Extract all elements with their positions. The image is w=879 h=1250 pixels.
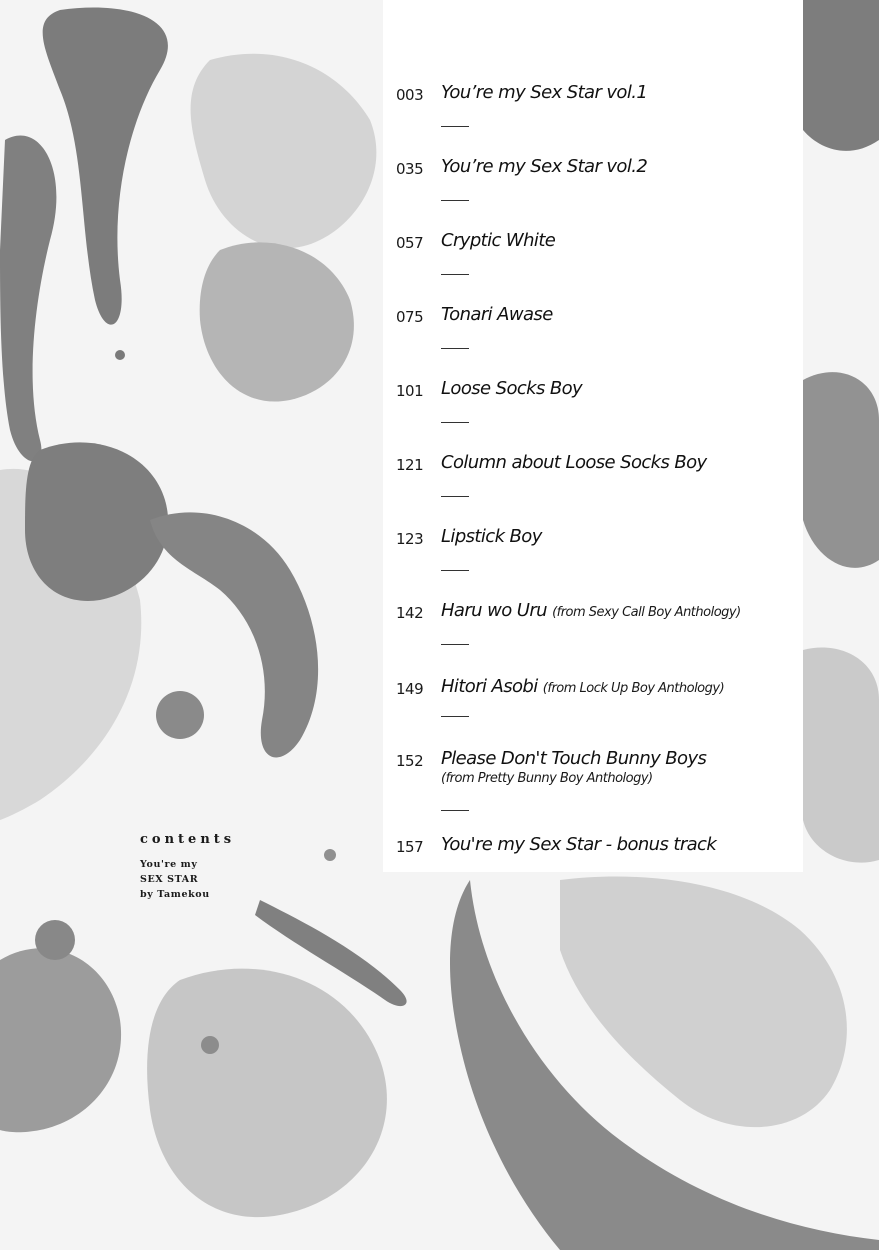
book-credit: [140, 832, 340, 902]
toc-title: You’re my Sex Star vol.2: [441, 156, 648, 177]
toc-title-text: Haru wo Uru: [441, 600, 547, 621]
toc-entry[interactable]: [383, 600, 803, 644]
toc-entry[interactable]: [383, 82, 803, 126]
toc-divider: [441, 644, 469, 645]
toc-divider: [441, 126, 469, 127]
toc-entry[interactable]: [383, 156, 803, 200]
toc-divider: [441, 496, 469, 497]
ink-mid-edge-right-mid: [803, 372, 879, 568]
toc-entry[interactable]: [383, 834, 803, 878]
toc-title: You're my Sex Star - bonus track: [441, 834, 717, 855]
ink-dot-2: [35, 920, 75, 960]
toc-entry[interactable]: [383, 452, 803, 496]
toc-page-number: 123: [396, 530, 424, 548]
toc-entry[interactable]: [383, 304, 803, 348]
toc-divider: [441, 274, 469, 275]
toc-title: Column about Loose Socks Boy: [441, 452, 707, 473]
credit-author-line: by Tamekou: [140, 889, 210, 900]
toc-divider: [441, 348, 469, 349]
toc-page-number: 121: [396, 456, 424, 474]
toc-note: (from Sexy Call Boy Anthology): [552, 605, 741, 620]
toc-title: Lipstick Boy: [441, 526, 542, 547]
toc-title: [441, 676, 724, 697]
ink-dot-1: [156, 691, 204, 739]
toc-page-number: 142: [396, 604, 424, 622]
toc-page-number: 152: [396, 752, 424, 770]
toc-page-number: 149: [396, 680, 424, 698]
toc-entry[interactable]: [383, 378, 803, 422]
toc-title: You’re my Sex Star vol.1: [441, 82, 648, 103]
toc-page-number: 075: [396, 308, 424, 326]
toc-title: Please Don't Touch Bunny Boys: [441, 748, 707, 769]
toc-page-number: 157: [396, 838, 424, 856]
credit-title-line-1: You're my: [140, 859, 198, 870]
toc-page-number: 057: [396, 234, 424, 252]
toc-divider: [441, 422, 469, 423]
table-of-contents-panel: [383, 0, 803, 872]
toc-title: [441, 600, 741, 621]
toc-title: Loose Socks Boy: [441, 378, 583, 399]
toc-page-number: 101: [396, 382, 424, 400]
ink-pale-edge-right-low: [803, 647, 879, 862]
toc-divider: [441, 810, 469, 811]
toc-divider: [441, 716, 469, 717]
toc-title: Tonari Awase: [441, 304, 553, 325]
contents-heading: contents: [140, 832, 236, 847]
toc-entry[interactable]: [383, 230, 803, 274]
toc-note: (from Pretty Bunny Boy Anthology): [441, 771, 653, 786]
toc-page-number: 035: [396, 160, 424, 178]
toc-entry[interactable]: [383, 748, 803, 800]
ink-dot-5: [115, 350, 125, 360]
toc-title: Cryptic White: [441, 230, 556, 251]
toc-title-text: Hitori Asobi: [441, 676, 538, 697]
toc-divider: [441, 570, 469, 571]
toc-divider: [441, 200, 469, 201]
toc-page-number: 003: [396, 86, 424, 104]
toc-entry[interactable]: [383, 676, 803, 720]
credit-title-line-2: SEX STAR: [140, 874, 199, 885]
ink-dot-3: [201, 1036, 219, 1054]
toc-entry[interactable]: [383, 526, 803, 570]
ink-dark-edge-right: [803, 0, 879, 151]
toc-note: (from Lock Up Boy Anthology): [542, 681, 725, 696]
